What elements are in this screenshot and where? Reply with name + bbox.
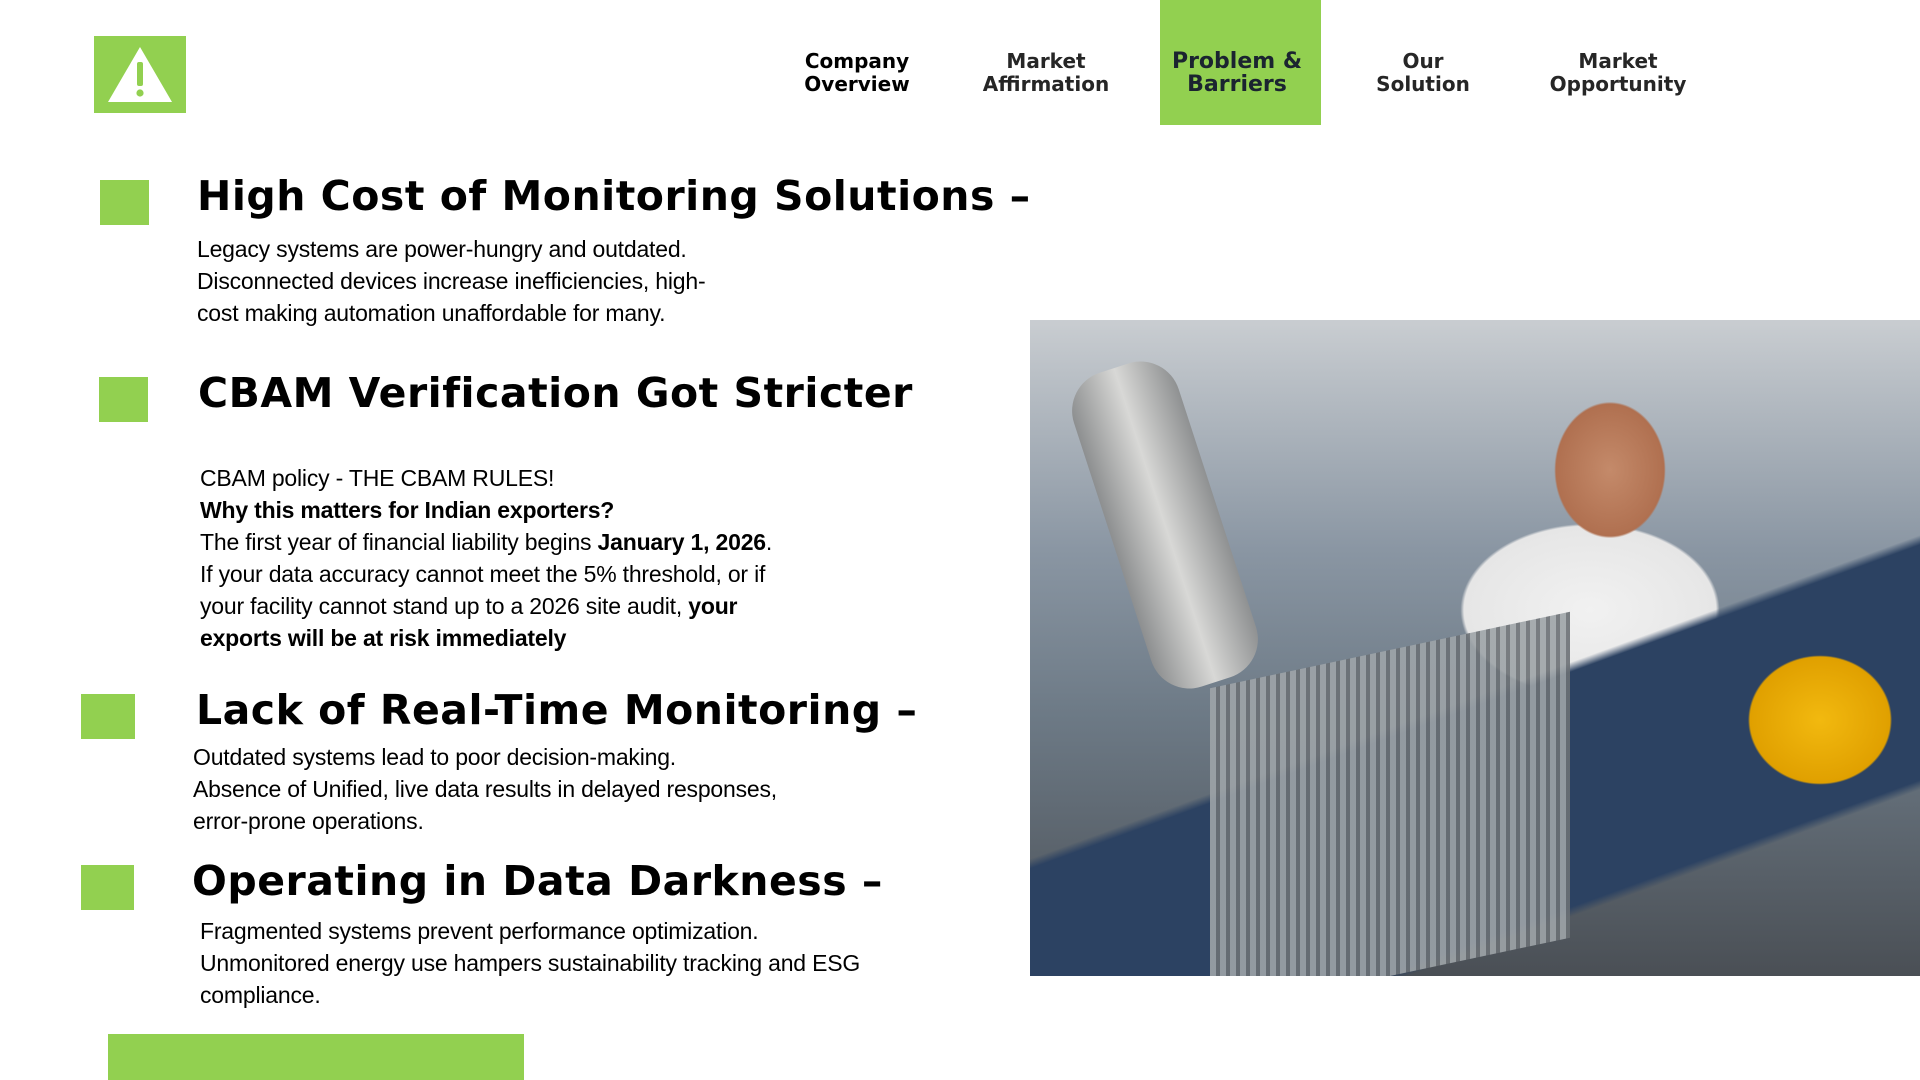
pipe-shape: [1062, 351, 1269, 699]
bullet-square: [99, 377, 148, 422]
section-body: [200, 915, 860, 1011]
body-line: [200, 526, 772, 558]
nav-market-opportunity[interactable]: [1550, 50, 1687, 96]
body-line: Unmonitored energy use hampers sustainability tracking and ESG: [200, 950, 861, 976]
section-title: High Cost of Monitoring Solutions –: [197, 172, 1031, 220]
nav-market-affirmation[interactable]: [983, 50, 1109, 96]
nav-label: Opportunity: [1549, 72, 1687, 96]
body-line: If your data accuracy cannot meet the 5% threshold, or if: [200, 561, 766, 587]
nav-problem-barriers[interactable]: [1172, 50, 1302, 96]
body-bold: Why this matters for Indian exporters?: [200, 497, 615, 523]
nav-label: Overview: [804, 72, 910, 96]
nav-label: Barriers: [1187, 72, 1287, 97]
body-text: The first year of financial liability begins: [200, 529, 598, 555]
stressed-worker-photo: [1030, 320, 1920, 976]
body-line: CBAM policy - THE CBAM RULES!: [200, 465, 555, 491]
body-line: Disconnected devices increase inefficiencies, high-: [197, 268, 706, 294]
section-title: Operating in Data Darkness –: [192, 857, 883, 905]
body-bold: January 1, 2026: [597, 529, 766, 555]
nav-label: Affirmation: [982, 72, 1110, 96]
body-line: Outdated systems lead to poor decision-making.: [193, 744, 676, 770]
body-text: .: [765, 529, 773, 555]
nav-label: Our: [1402, 49, 1444, 73]
body-bold: your: [688, 593, 738, 619]
bullet-square: [81, 694, 135, 739]
nav-label: Market: [1578, 49, 1658, 73]
body-line: [200, 494, 772, 526]
section-body: [193, 741, 777, 837]
body-line: error-prone operations.: [193, 808, 424, 834]
nav-label: Company: [804, 49, 910, 73]
nav-label: Market: [1006, 49, 1086, 73]
logo-warning: [94, 36, 186, 113]
body-text: your facility cannot stand up to a 2026 site audit,: [200, 593, 689, 619]
bullet-square: [81, 865, 134, 910]
body-line: Fragmented systems prevent performance optimization.: [200, 918, 759, 944]
body-line: compliance.: [200, 982, 321, 1008]
footer-accent-bar: [108, 1034, 524, 1080]
section-body: [197, 233, 705, 329]
nav-our-solution[interactable]: [1376, 50, 1470, 96]
section-title: Lack of Real-Time Monitoring –: [196, 686, 918, 734]
body-line: Absence of Unified, live data results in delayed responses,: [193, 776, 777, 802]
section-body: [200, 462, 772, 654]
nav-label: Solution: [1376, 72, 1470, 96]
nav-label: Problem &: [1171, 49, 1303, 74]
section-title: CBAM Verification Got Stricter: [198, 369, 913, 417]
nav-company-overview[interactable]: [804, 50, 909, 96]
body-line: [200, 622, 772, 654]
body-line: cost making automation unaffordable for many.: [197, 300, 666, 326]
body-line: Legacy systems are power-hungry and outdated.: [197, 236, 687, 262]
body-line: [200, 590, 772, 622]
bullet-square: [100, 180, 149, 225]
warning-triangle-icon: [105, 44, 175, 106]
machine-shape: [1210, 612, 1570, 976]
body-bold: exports will be at risk immediately: [200, 625, 567, 651]
